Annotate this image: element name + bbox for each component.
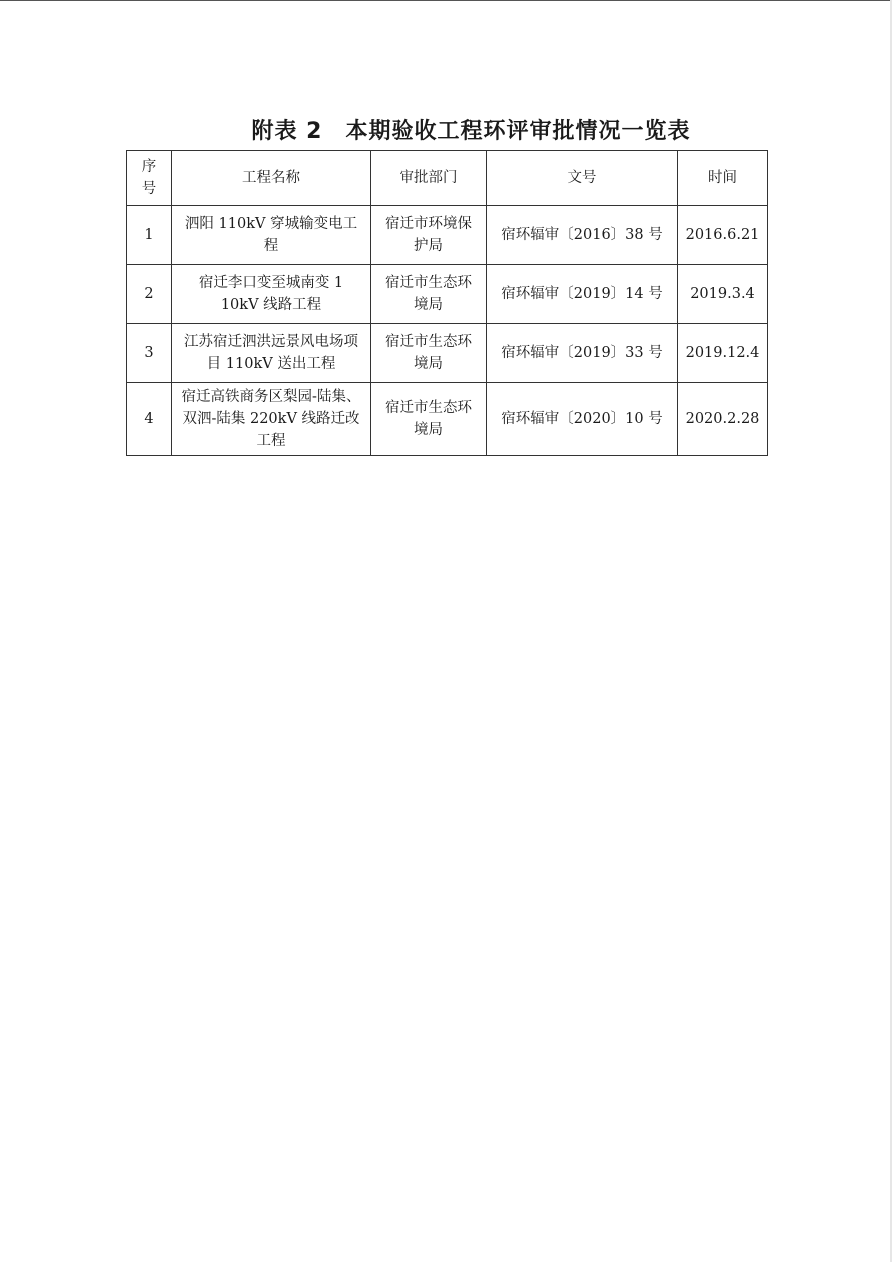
cell-no: 3 (127, 324, 172, 383)
page-top-border (0, 0, 892, 1)
cell-department: 宿迁市生态环境局 (371, 265, 487, 324)
cell-project: 宿迁高铁商务区梨园-陆集、双泗-陆集 220kV 线路迁改工程 (172, 383, 371, 456)
cell-date: 2020.2.28 (678, 383, 768, 456)
table-header-row (127, 151, 768, 206)
cell-doc-no: 宿环辐审〔2020〕10 号 (487, 383, 678, 456)
header-doc-no: 文号 (487, 151, 678, 206)
cell-no: 4 (127, 383, 172, 456)
table-row (127, 265, 768, 324)
cell-date: 2019.12.4 (678, 324, 768, 383)
header-date: 时间 (678, 151, 768, 206)
cell-no: 2 (127, 265, 172, 324)
cell-department: 宿迁市环境保护局 (371, 206, 487, 265)
header-project: 工程名称 (172, 151, 371, 206)
cell-project: 江苏宿迁泗洪远景风电场项目 110kV 送出工程 (172, 324, 371, 383)
table-row (127, 324, 768, 383)
cell-project: 泗阳 110kV 穿城输变电工程 (172, 206, 371, 265)
cell-doc-no: 宿环辐审〔2016〕38 号 (487, 206, 678, 265)
cell-date: 2016.6.21 (678, 206, 768, 265)
cell-project: 宿迁李口变至城南变 110kV 线路工程 (172, 265, 371, 324)
header-department: 审批部门 (371, 151, 487, 206)
cell-no: 1 (127, 206, 172, 265)
approval-table (126, 150, 768, 456)
cell-department: 宿迁市生态环境局 (371, 324, 487, 383)
cell-doc-no: 宿环辐审〔2019〕33 号 (487, 324, 678, 383)
table-row (127, 383, 768, 456)
cell-department: 宿迁市生态环境局 (371, 383, 487, 456)
header-no: 序号 (127, 151, 172, 206)
cell-doc-no: 宿环辐审〔2019〕14 号 (487, 265, 678, 324)
page-title: 附表 2 本期验收工程环评审批情况一览表 (251, 119, 691, 144)
cell-date: 2019.3.4 (678, 265, 768, 324)
table-row (127, 206, 768, 265)
